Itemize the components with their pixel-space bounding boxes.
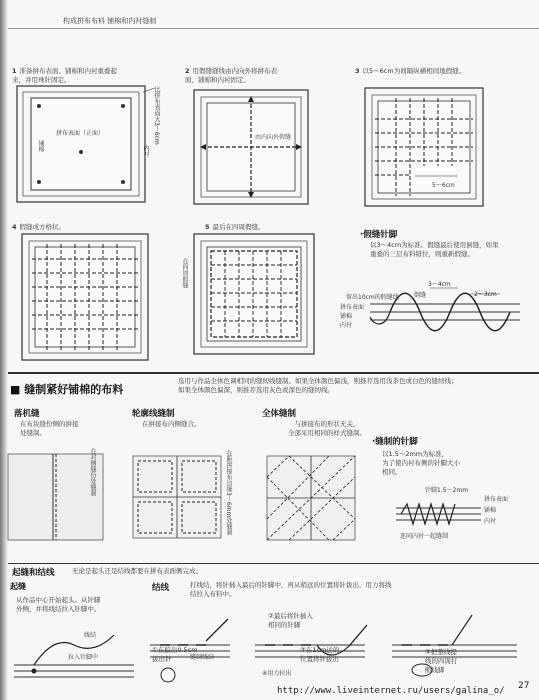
section2-desc: 选用与作品全体色调相同的缝纫线缝制。如果全体颜色偏浅，则推荐选用浅茶色或白色的缝纫线； 如果全体颜色偏深，则推荐选用灰色或深色的缝纫线。 — [178, 377, 458, 394]
fig1-center-label: 拼布表面（正面） — [56, 130, 105, 137]
figure-4 — [20, 232, 150, 362]
col2-figure — [132, 455, 224, 539]
page-number: 27 — [518, 681, 530, 691]
quilt-stitch-top: 拼布表面 — [484, 496, 509, 503]
backstitch-dim1: 3～4cm — [428, 281, 451, 288]
header-title: 构成拼布布料 铺棉和内衬缝制 — [63, 17, 157, 25]
fig5-side-label: 在四周假缝 — [181, 258, 188, 288]
step-4-text — [12, 214, 162, 232]
knot-text: 打线结，将针插入最后的针脚中，再从稍远的位置将针拔出，用力将线 结拉入布料中。 — [190, 581, 392, 598]
quilt-stitch-batting: 铺棉 — [484, 507, 497, 514]
col1-text: 在布块缝份侧的拼接 处缝制。 — [20, 420, 79, 437]
col2-title: 轮廓线缝制 — [132, 409, 175, 419]
step-1-text — [12, 58, 172, 85]
knot-step-d: ③在1cm远的 位置将针拔出 — [300, 646, 340, 663]
backstitch-top: 拼布表面 — [340, 304, 365, 311]
step-5-num: 5 — [205, 223, 210, 231]
start-title: 起缝 — [10, 582, 26, 591]
footer-url[interactable]: http://www.liveinternet.ru/users/galina_o/ — [277, 686, 505, 696]
col1-label: 在对侧缝份处缝制 — [89, 448, 96, 496]
backstitch-batting: 铺棉 — [340, 313, 353, 320]
quilt-stitch-lining: 内衬 — [484, 518, 497, 525]
header-bar — [8, 0, 539, 29]
backstitch-dim2: 2～3cm — [474, 291, 497, 298]
section2-title: ■ 缝制紧好铺棉的布料 — [10, 383, 124, 396]
start-text: 从作品中心开始起头。从针脚 外侧，并将线结拉入针脚中。 — [16, 596, 101, 613]
fig2-center-label: 由内向外假缝 — [255, 134, 292, 141]
knot-step-f: ⑤把整线提 线的四周打 断线脚 — [425, 648, 458, 674]
step-5-desc: 最后在四周假缝。 — [212, 223, 265, 231]
section2-divider — [8, 372, 539, 374]
quilt-stitch-bottom: 连同内衬一起缝制 — [400, 533, 449, 540]
fig3-dim-label: 5～6cm — [432, 182, 455, 189]
col3-figure — [266, 455, 358, 541]
figure-2 — [192, 88, 312, 206]
fig1-margin-label: 比拼布表面大3～6cm — [153, 86, 160, 145]
knot-step-c: ②最后将针插入 相同的针脚 — [268, 612, 313, 629]
backstitch-back: 倒缝 — [414, 292, 427, 299]
step-3-desc: 以5～6cm为间隔纵横相间地假缝。 — [362, 67, 466, 75]
start-knot-label: 线结 — [84, 632, 97, 639]
step-2-desc: 用假缝缝线由内向外将拼布表 面、铺棉和内衬固定。 — [185, 67, 278, 84]
step-2-text — [185, 58, 335, 85]
knot-title: 结线 — [152, 583, 170, 593]
step-3-num: 3 — [355, 67, 360, 75]
section3-divider — [8, 563, 539, 564]
backstitch-lining: 内衬 — [340, 322, 353, 329]
knot-step-e: ④用力拉出 — [262, 670, 292, 677]
step-4-num: 4 — [12, 223, 17, 231]
step-2-num: 2 — [185, 67, 190, 75]
step-1-desc: 准备拼布表面、铺棉和内衬重叠起 来，并用珠针固定。 — [12, 67, 118, 84]
col3-title: 全体缝制 — [262, 409, 297, 419]
figure-3 — [363, 86, 485, 208]
figure-5 — [192, 232, 317, 357]
quilt-stitch-title: ·缝制的针脚 — [372, 437, 418, 447]
backstitch-diagram — [350, 282, 530, 342]
step-5-text — [205, 214, 355, 232]
section3-desc: 无论是起头还是结线都要在拼布表面侧完成。 — [72, 567, 202, 575]
backstitch-desc: 以3～4cm为标准。假缝最后使用倒缝，如果 重叠的三层布料错位，则重新假缝。 — [370, 241, 499, 258]
fig1-lining-label: 内衬 — [142, 145, 149, 157]
col2-label: 在距拼接布边缘3～6mm处缝制 — [225, 450, 232, 536]
start-pull-label: 拉入针脚中 — [68, 654, 99, 661]
step-3-text — [355, 58, 535, 76]
quilt-stitch-desc: 以1.5～2mm为标准， 为了使内衬布侧的针脚大小 相同。 — [382, 450, 460, 476]
backstitch-left-note: 留出10cm的假缝线 — [346, 294, 399, 301]
backstitch-title: ·假缝针脚 — [360, 230, 398, 240]
section3-title: 起缝和结线 — [12, 568, 55, 578]
step-1-num: 1 — [12, 67, 17, 75]
quilt-stitch-dim: 针脚1.5～2mm — [425, 487, 469, 494]
col3-text: 与拼接布的形状无关， 全部采用相同的样式缝制。 — [288, 420, 366, 437]
fig1-batting-label: 铺棉 — [37, 140, 44, 152]
col2-text: 在拼接布内侧缝合。 — [142, 420, 201, 428]
step-4-desc: 假缝成方格状。 — [19, 223, 66, 231]
knot-step-a: ①在偏出0.5cm 拔出针 — [152, 646, 198, 663]
knot-step-b: 缝制线结 — [190, 654, 215, 661]
col1-title: 落机缝 — [14, 409, 40, 419]
binding-shadow — [0, 0, 8, 700]
quilt-stitch-diagram — [396, 492, 486, 532]
